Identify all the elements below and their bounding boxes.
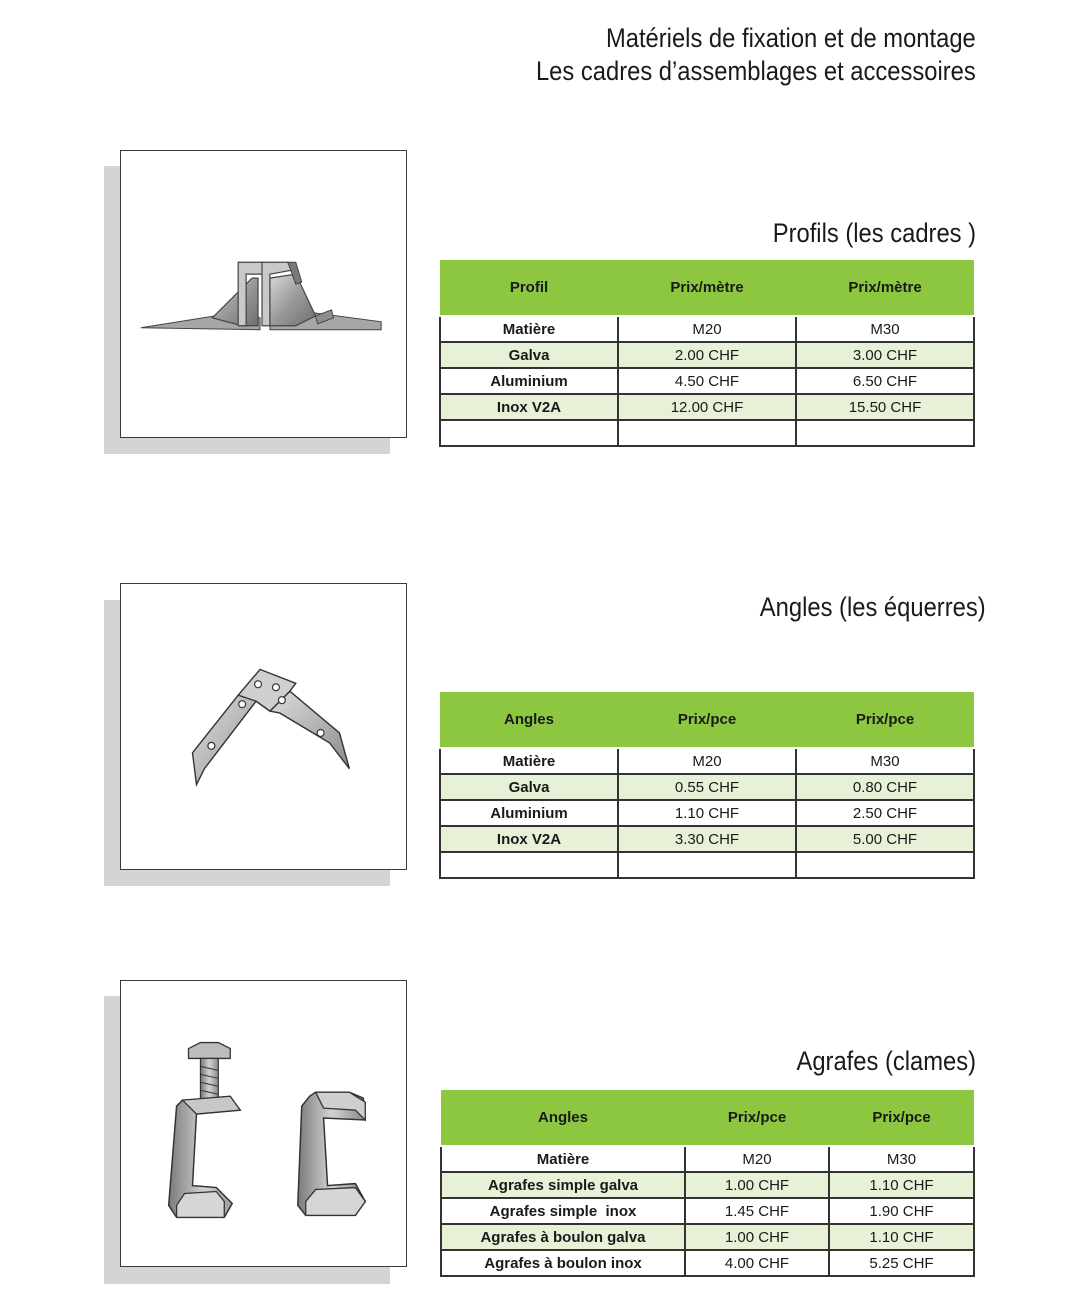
table-row — [440, 394, 974, 420]
table-cell: 1.00 CHF — [685, 1224, 829, 1250]
table-cell: M20 — [685, 1146, 829, 1172]
table-row — [441, 1198, 974, 1224]
table-cell — [618, 852, 796, 878]
column-header: Profil — [440, 260, 618, 316]
column-header: Prix/pce — [796, 692, 974, 748]
table-header-row — [441, 1090, 974, 1146]
table-row-empty — [440, 420, 974, 446]
table-row — [440, 368, 974, 394]
row-label: Aluminium — [440, 800, 618, 826]
table-cell: 12.00 CHF — [618, 394, 796, 420]
row-label: Inox V2A — [440, 394, 618, 420]
table-cell: M30 — [796, 316, 974, 342]
table-cell: 15.50 CHF — [796, 394, 974, 420]
row-label: Galva — [440, 774, 618, 800]
table-cell: 1.10 CHF — [829, 1224, 974, 1250]
row-label: Matière — [441, 1146, 685, 1172]
table-cell: 4.50 CHF — [618, 368, 796, 394]
section-title-profils: Profils (les cadres ) — [772, 218, 976, 248]
table-header-row — [440, 260, 974, 316]
header-line-2: Les cadres d’assemblages et accessoires — [536, 56, 976, 86]
table-header-row — [440, 692, 974, 748]
table-row — [441, 1250, 974, 1276]
table-cell: M30 — [829, 1146, 974, 1172]
column-header: Prix/pce — [829, 1090, 974, 1146]
table-cell: 5.25 CHF — [829, 1250, 974, 1276]
table-row — [441, 1172, 974, 1198]
table-row — [440, 826, 974, 852]
row-label: Agrafes à boulon galva — [441, 1224, 685, 1250]
row-label: Inox V2A — [440, 826, 618, 852]
table-row — [440, 800, 974, 826]
table-cell: 4.00 CHF — [685, 1250, 829, 1276]
table-cell — [440, 420, 618, 446]
table-row — [440, 774, 974, 800]
row-label: Galva — [440, 342, 618, 368]
table-row — [440, 748, 974, 774]
table-row-empty — [440, 852, 974, 878]
table-cell: 2.00 CHF — [618, 342, 796, 368]
table-cell: 2.50 CHF — [796, 800, 974, 826]
price-table-angles — [439, 692, 975, 879]
price-table-agrafes — [440, 1090, 975, 1277]
table-row — [440, 316, 974, 342]
row-label: Matière — [440, 748, 618, 774]
table-cell — [618, 420, 796, 446]
column-header: Angles — [440, 692, 618, 748]
page-header — [476, 22, 976, 88]
clamp-illustration — [120, 980, 407, 1267]
header-line-1: Matériels de fixation et de montage — [606, 23, 976, 53]
section-title-angles: Angles (les équerres) — [760, 592, 986, 622]
table-cell: 0.80 CHF — [796, 774, 974, 800]
column-header: Prix/mètre — [618, 260, 796, 316]
table-cell — [796, 420, 974, 446]
row-label: Agrafes à boulon inox — [441, 1250, 685, 1276]
profile-rail-illustration — [120, 150, 407, 438]
table-cell: 6.50 CHF — [796, 368, 974, 394]
angle-bracket-illustration — [120, 583, 407, 870]
table-cell — [796, 852, 974, 878]
table-cell: 1.10 CHF — [618, 800, 796, 826]
row-label: Matière — [440, 316, 618, 342]
table-cell: 1.90 CHF — [829, 1198, 974, 1224]
table-cell: 3.00 CHF — [796, 342, 974, 368]
column-header: Prix/mètre — [796, 260, 974, 316]
table-row — [441, 1146, 974, 1172]
table-cell: 0.55 CHF — [618, 774, 796, 800]
column-header: Angles — [441, 1090, 685, 1146]
column-header: Prix/pce — [618, 692, 796, 748]
table-cell — [440, 852, 618, 878]
row-label: Agrafes simple galva — [441, 1172, 685, 1198]
table-row — [441, 1224, 974, 1250]
table-cell: M30 — [796, 748, 974, 774]
section-title-agrafes: Agrafes (clames) — [796, 1046, 976, 1076]
table-cell: 1.10 CHF — [829, 1172, 974, 1198]
row-label: Agrafes simple inox — [441, 1198, 685, 1224]
table-row — [440, 342, 974, 368]
row-label: Aluminium — [440, 368, 618, 394]
table-cell: 1.00 CHF — [685, 1172, 829, 1198]
table-cell: M20 — [618, 316, 796, 342]
column-header: Prix/pce — [685, 1090, 829, 1146]
table-cell: 5.00 CHF — [796, 826, 974, 852]
table-cell: 1.45 CHF — [685, 1198, 829, 1224]
table-cell: M20 — [618, 748, 796, 774]
price-table-profils — [439, 260, 975, 447]
table-cell: 3.30 CHF — [618, 826, 796, 852]
